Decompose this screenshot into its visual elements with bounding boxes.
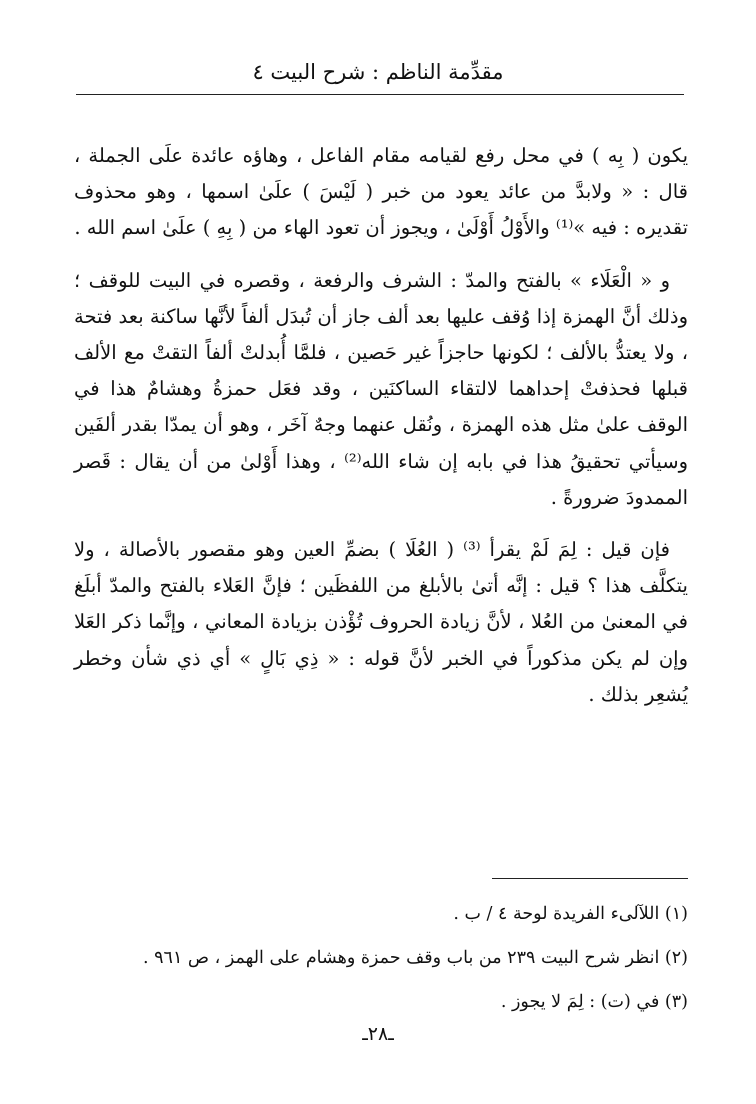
footnote-2: (٢) انظر شرح البيت ٢٣٩ من باب وقف حمزة وهشام على الهمز ، ص ٩٦١ . bbox=[143, 948, 688, 968]
footnotes bbox=[74, 892, 688, 1024]
footnote-3: (٣) في (ت) : لِمَ لا يجوز . bbox=[500, 992, 688, 1012]
header-divider bbox=[76, 94, 684, 95]
running-header: مقدِّمة الناظم : شرح البيت ٤ bbox=[252, 60, 504, 84]
footnote-1: (١) اللآلىء الفريدة لوحة ٤ / ب . bbox=[453, 904, 688, 924]
page-number: ـ٢٨ـ bbox=[362, 1023, 394, 1045]
paragraph-3: فإن قيل : لِمَ لَمْ يقرأ ⁽³⁾ ( العُلَا ) بضمِّ العين وهو مقصور بالأصالة ، ولا يتكلَّف هذا ؟ قيل : إنَّه أتىٰ بالأبلغ من اللفظَين ؛ فإنَّ العَلاء بالفتح والمدّ أبلَغ في المعنىٰ من العُلا ، لأنَّ زيادة الحروف تُؤْذن بزيادة المعاني ، وإنَّما ذكر العَلا وإن لم يكن مذكوراً في الخبر لأنَّ قوله : « ذِي بَالٍ » أي ذي شأن وخطر يُشعِر بذلك . bbox=[74, 538, 688, 706]
paragraph-2: و « الْعَلَاء » بالفتح والمدّ : الشرف والرفعة ، وقصره في البيت للوقف ؛ وذلك أنَّ الهمزة إذا وُقف عليها بعد ألف جاز أن تُبدَل ألفاً لأنَّها ساكنة بعد فتحة ، ولا يعتدُّ بالألف ؛ لكونها حاجزاً غير حَصين ، فلمَّا أُبدلتْ ألفاً التقتْ مع الألف قبلها فحذفتْ إحداهما لالتقاء الساكنَين ، وقد فعَل حمزةُ وهشامٌ هذا في الوقف علىٰ مثل هذه الهمزة ، ونُقل عنهما وجهٌ آخَر ، وهو أن يمدّا بقدر ألفَين وسيأتي تحقيقُ هذا في بابه إن شاء الله⁽²⁾ ، وهذا أَوْلىٰ من أن يقال : قَصر الممدودَ ضرورةً . bbox=[74, 268, 689, 509]
paragraph-1: يكون ( بِه ) في محل رفع لقيامه مقام الفاعل ، وهاؤه عائدة علَى الجملة ، قال : « ولابدَّ من عائد يعود من خبر ( لَيْسَ ) علَىٰ اسمها ، وهو محذوف تقديره : فيه »⁽¹⁾ والأَوْلُ أَوْلَىٰ ، ويجوز أن تعود الهاء من ( بِهِ ) علَىٰ اسم الله . bbox=[74, 144, 688, 240]
footnote-divider bbox=[492, 878, 688, 879]
main-text bbox=[74, 138, 688, 713]
